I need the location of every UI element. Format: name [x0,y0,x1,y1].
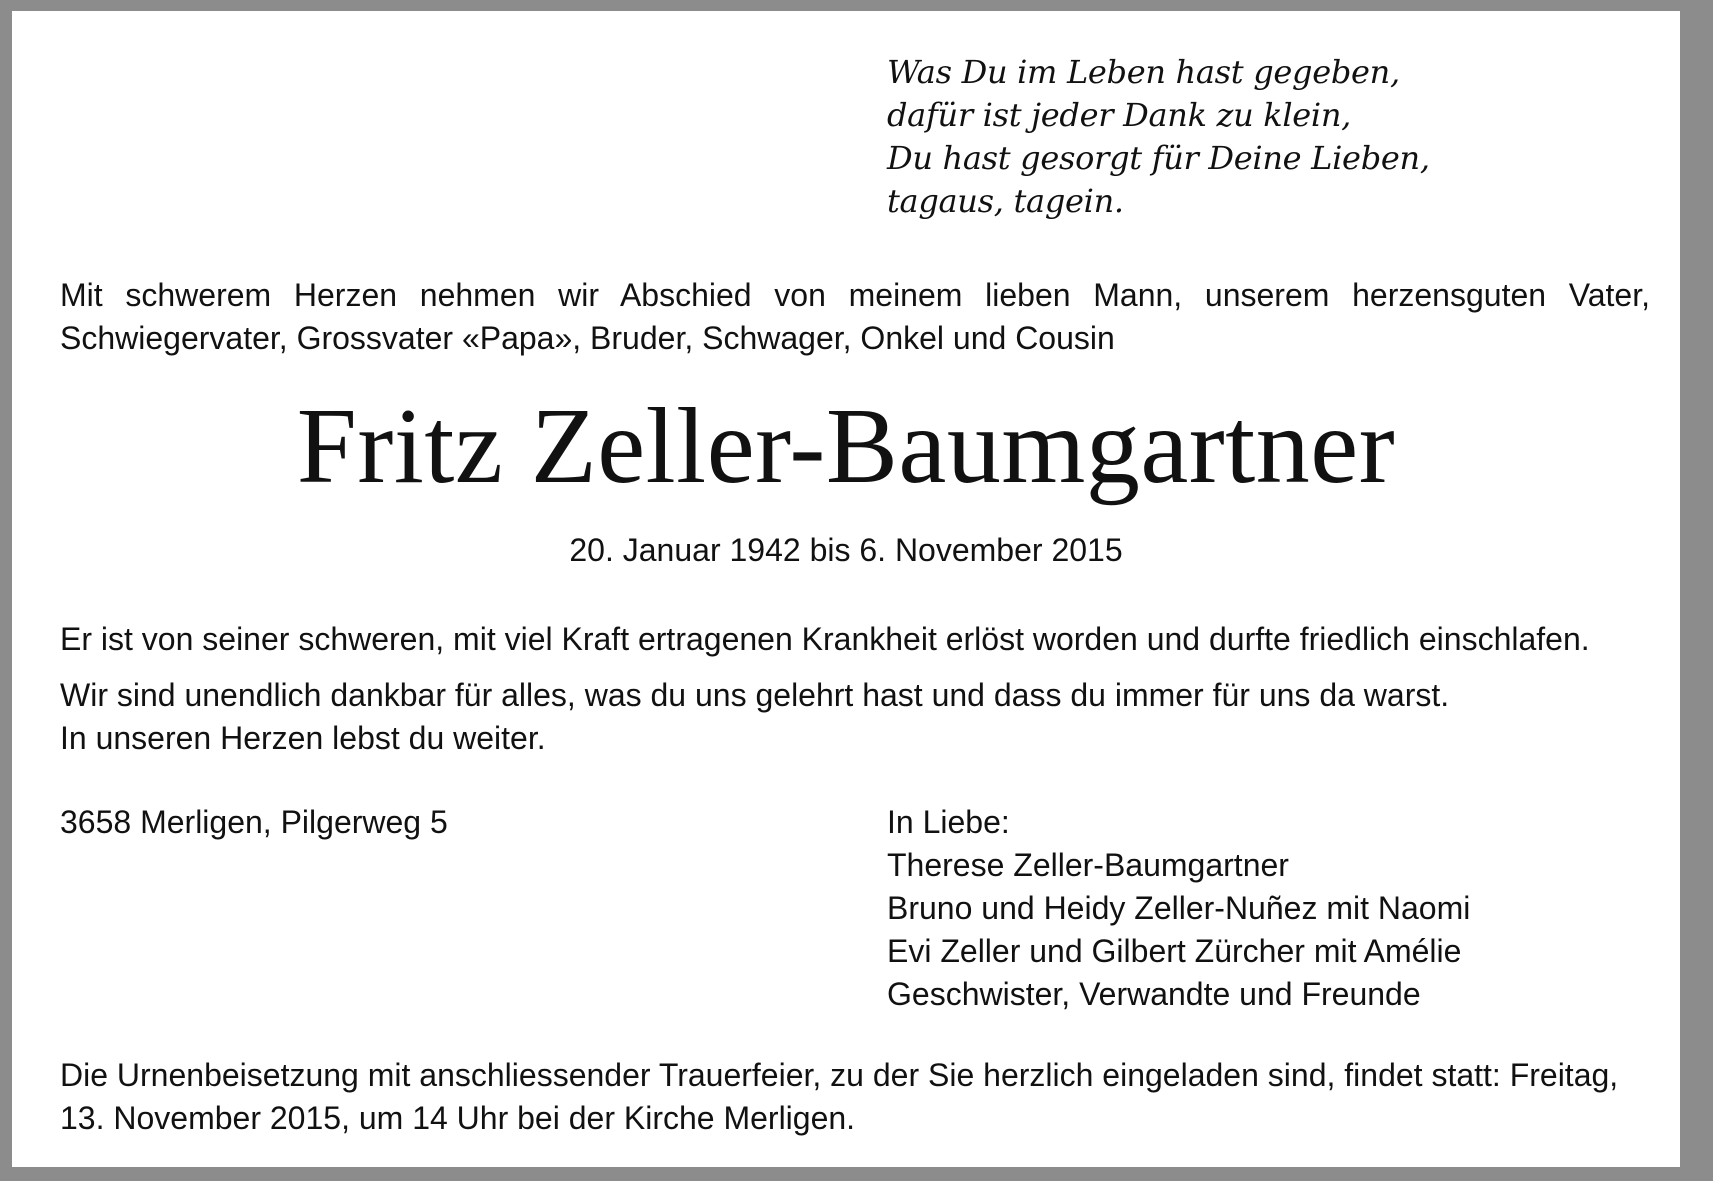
message-line: Wir sind unendlich dankbar für alles, was du uns gelehrt hast und dass du immer für uns da warst. [60,677,1450,713]
obituary-notice [12,11,1680,1167]
closing-line-2: 13. November 2015, um 14 Uhr bei der Kirche Merligen. [60,1100,856,1136]
signers-list [887,801,1470,1016]
signer-name: Evi Zeller und Gilbert Zürcher mit Amélie [887,933,1462,969]
poem-verse [887,51,1430,223]
message-paragraph-2 [60,674,1449,760]
closing-line-1: Die Urnenbeisetzung mit anschliessender Trauerfeier, zu der Sie herzlich eingeladen sind, findet statt: Freitag, [60,1057,1619,1093]
poem-line: tagaus, tagein. [887,182,1124,220]
signer-name: Bruno und Heidy Zeller-Nuñez mit Naomi [887,890,1471,926]
funeral-announcement [60,1054,1660,1140]
family-address: 3658 Merligen, Pilgerweg 5 [60,804,448,840]
intro-text [60,274,1650,360]
life-dates: 20. Januar 1942 bis 6. November 2015 [569,532,1123,568]
deceased-name: Fritz Zeller-Baumgartner [296,387,1396,506]
poem-line: Du hast gesorgt für Deine Lieben, [887,139,1430,177]
message-paragraph-1: Er ist von seiner schweren, mit viel Kraft ertragenen Krankheit erlöst worden und durfte friedlich einschlafen. [60,621,1590,657]
poem-line: dafür ist jeder Dank zu klein, [887,96,1352,134]
signers-heading: In Liebe: [887,804,1010,840]
poem-line: Was Du im Leben hast gegeben, [887,53,1400,91]
signer-name: Geschwister, Verwandte und Freunde [887,976,1421,1012]
signer-name: Therese Zeller-Baumgartner [887,847,1289,883]
intro-line-2: Schwiegervater, Grossvater «Papa», Bruder, Schwager, Onkel und Cousin [60,320,1115,356]
intro-line-1: Mit schwerem Herzen nehmen wir Abschied von meinem lieben Mann, unserem herzensguten Vater, [60,277,1650,313]
message-line: In unseren Herzen lebst du weiter. [60,720,546,756]
